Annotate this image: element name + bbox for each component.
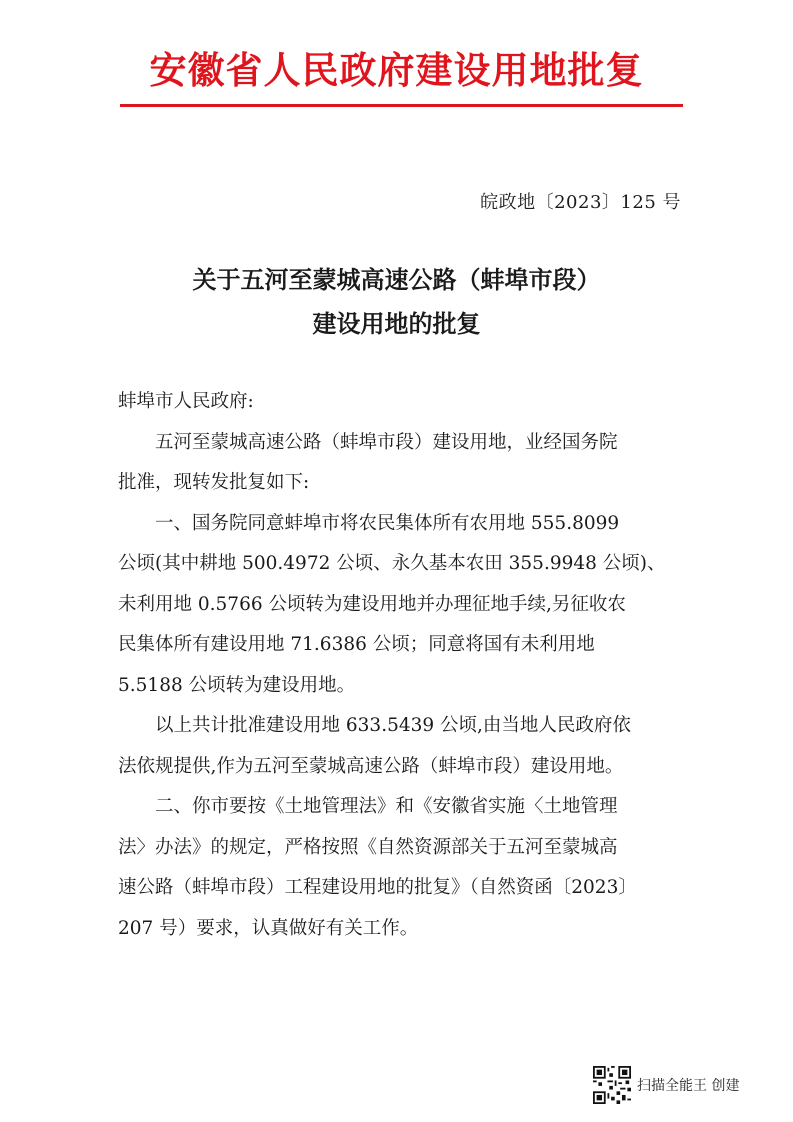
watermark-text: 扫描全能王 创建 (637, 1078, 740, 1094)
paragraph-requirements (118, 787, 698, 949)
document-number: 皖政地〔2023〕125 号 (480, 192, 681, 213)
paragraph-approval (118, 504, 698, 707)
letterhead-divider (120, 104, 683, 107)
paragraph-line: 二、你市要按《土地管理法》和《安徽省实施〈土地管理 (155, 796, 618, 817)
paragraph-line: 法依规提供,作为五河至蒙城高速公路（蚌埠市段）建设用地。 (118, 755, 624, 777)
paragraph-line: 法〉办法》的规定，严格按照《自然资源部关于五河至蒙城高 (118, 836, 618, 858)
paragraph-line: 未利用地 0.5766 公顷转为建设用地并办理征地手续,另征收农 (118, 593, 626, 615)
salutation: 蚌埠市人民政府: (118, 391, 254, 412)
paragraph-line: 以上共计批准建设用地 633.5439 公顷,由当地人民政府依 (155, 715, 631, 736)
paragraph-line: 207 号）要求，认真做好有关工作。 (118, 917, 419, 939)
paragraph-total (118, 706, 698, 787)
title-line-1: 关于五河至蒙城高速公路（蚌埠市段） (192, 266, 601, 294)
scanner-watermark (593, 1066, 739, 1104)
paragraph-line: 民集体所有建设用地 71.6386 公顷；同意将国有未利用地 (118, 634, 595, 655)
title-line-2: 建设用地的批复 (312, 310, 481, 338)
paragraph-line: 批准，现转发批复如下: (118, 472, 310, 493)
paragraph-line: 速公路（蚌埠市段）工程建设用地的批复》（自然资函〔2023〕 (118, 877, 637, 898)
document-title (0, 258, 793, 346)
paragraph-line: 公顷(其中耕地 500.4972 公顷、永久基本农田 355.9948 公顷)、 (118, 553, 666, 574)
qr-code-icon (593, 1066, 631, 1104)
letterhead-title: 安徽省人民政府建设用地批复 (149, 49, 644, 92)
paragraph-intro (118, 423, 698, 504)
paragraph-line: 一、国务院同意蚌埠市将农民集体所有农用地 555.8099 (155, 512, 620, 534)
paragraph-line: 五河至蒙城高速公路（蚌埠市段）建设用地，业经国务院 (155, 431, 618, 453)
document-body (118, 382, 698, 949)
paragraph-line: 5.5188 公顷转为建设用地。 (118, 674, 356, 696)
